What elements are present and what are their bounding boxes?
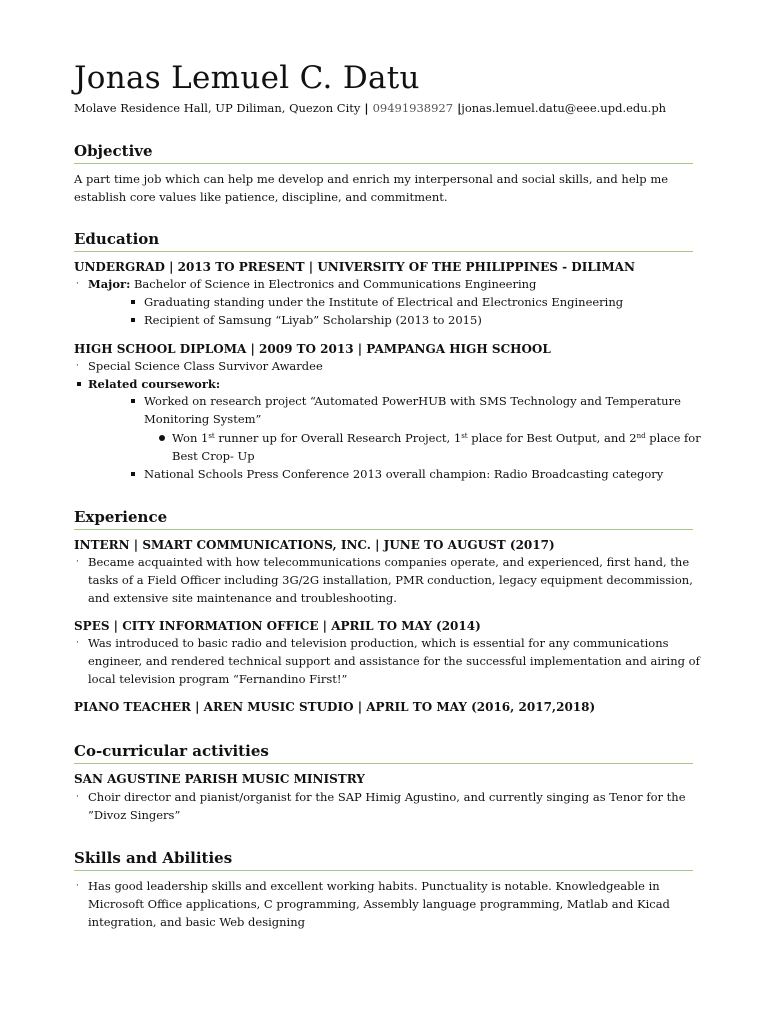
award-text: place for Best Output, and 2 <box>467 431 637 445</box>
bullet-dot-icon: · <box>76 881 79 891</box>
bullet-dot-icon: · <box>76 557 79 567</box>
undergrad-item: Graduating standing under the Institute of Electrical and Electronics Engineering <box>144 295 624 309</box>
award-text: place for <box>645 431 701 445</box>
intern-line: Became acquainted with how telecommunications companies operate, and experienced, first hand, the <box>88 555 690 569</box>
entry-title-piano: PIANO TEACHER | AREN MUSIC STUDIO | APRIL TO MAY (2016, 2017,2018) <box>74 700 596 714</box>
intern-line: tasks of a Field Officer including 3G/2G installation, PMR conduction, legacy equipment decommission, <box>88 573 693 587</box>
major-line <box>88 275 536 293</box>
research-line: Worked on research project “Automated PowerHUB with SMS Technology and Temperature <box>144 394 681 408</box>
spes-line: local television program “Fernandino First!” <box>88 672 348 686</box>
objective-line: establish core values like patience, discipline, and commitment. <box>74 190 448 204</box>
section-heading-education: Education <box>74 230 693 252</box>
section-heading-cocurricular: Co-curricular activities <box>74 742 693 764</box>
major-label: Major: <box>88 277 131 291</box>
square-bullet-icon <box>131 318 135 322</box>
bullet-dot-icon: · <box>76 792 79 802</box>
square-bullet-icon <box>77 382 81 386</box>
bullet-dot-icon: · <box>76 361 79 371</box>
award-sup: st <box>461 432 468 440</box>
research-line: Monitoring System” <box>144 412 262 426</box>
bullet-dot-icon: · <box>76 638 79 648</box>
intern-line: and extensive site maintenance and troubleshooting. <box>88 591 397 605</box>
separator: | <box>360 101 373 115</box>
email-address: jonas.lemuel.datu@eee.upd.edu.ph <box>461 101 667 115</box>
skills-line: Microsoft Office applications, C programming, Assembly language programming, Matlab and Kicad <box>88 897 670 911</box>
entry-title-undergrad: UNDERGRAD | 2013 TO PRESENT | UNIVERSITY OF THE PHILIPPINES - DILIMAN <box>74 260 635 274</box>
contact-line <box>74 101 666 115</box>
skills-line: integration, and basic Web designing <box>88 915 306 929</box>
cocurricular-line: Choir director and pianist/organist for the SAP Himig Agustino, and currently singing as Tenor for the <box>88 790 686 804</box>
award-sup: nd <box>636 432 646 440</box>
award-text: Won 1 <box>172 431 209 445</box>
entry-title-highschool: HIGH SCHOOL DIPLOMA | 2009 TO 2013 | PAMPANGA HIGH SCHOOL <box>74 342 551 356</box>
award-line <box>172 429 701 447</box>
award-text: runner up for Overall Research Project, 1 <box>214 431 462 445</box>
skills-line: Has good leadership skills and excellent working habits. Punctuality is notable. Knowledgeable in <box>88 879 660 893</box>
square-bullet-icon <box>131 399 135 403</box>
circle-bullet-icon <box>159 435 165 441</box>
spes-line: engineer, and rendered technical support and assistance for the successful implementation and airing of <box>88 654 700 668</box>
entry-title-spes: SPES | CITY INFORMATION OFFICE | APRIL TO MAY (2014) <box>74 619 481 633</box>
award-sup: st <box>208 432 215 440</box>
address: Molave Residence Hall, UP Diliman, Quezon City <box>74 101 361 115</box>
section-heading-skills: Skills and Abilities <box>74 849 693 871</box>
entry-title-music-ministry: SAN AGUSTINE PARISH MUSIC MINISTRY <box>74 772 365 786</box>
cocurricular-line: ”Divoz Singers” <box>88 808 181 822</box>
section-heading-experience: Experience <box>74 508 693 530</box>
entry-title-intern: INTERN | SMART COMMUNICATIONS, INC. | JUNE TO AUGUST (2017) <box>74 538 555 552</box>
candidate-name: Jonas Lemuel C. Datu <box>74 60 420 96</box>
square-bullet-icon <box>131 472 135 476</box>
phone-number: 09491938927 <box>372 101 454 115</box>
section-heading-objective: Objective <box>74 142 693 164</box>
separator: | <box>453 101 462 115</box>
objective-line: A part time job which can help me develop and enrich my interpersonal and social skills, and help me <box>74 172 669 186</box>
coursework-label <box>88 375 220 393</box>
objective-text <box>74 170 693 206</box>
undergrad-item: Recipient of Samsung “Liyab” Scholarship (2013 to 2015) <box>144 313 482 327</box>
bullet-dot-icon: · <box>76 279 79 289</box>
highschool-item: Special Science Class Survivor Awardee <box>88 359 323 373</box>
spes-line: Was introduced to basic radio and television production, which is essential for any communications <box>88 636 669 650</box>
award-line: Best Crop- Up <box>172 449 255 463</box>
major-value: Bachelor of Science in Electronics and Communications Engineering <box>130 277 537 291</box>
press-line: National Schools Press Conference 2013 overall champion: Radio Broadcasting category <box>144 467 664 481</box>
coursework-label-text: Related coursework: <box>88 377 221 391</box>
square-bullet-icon <box>131 300 135 304</box>
